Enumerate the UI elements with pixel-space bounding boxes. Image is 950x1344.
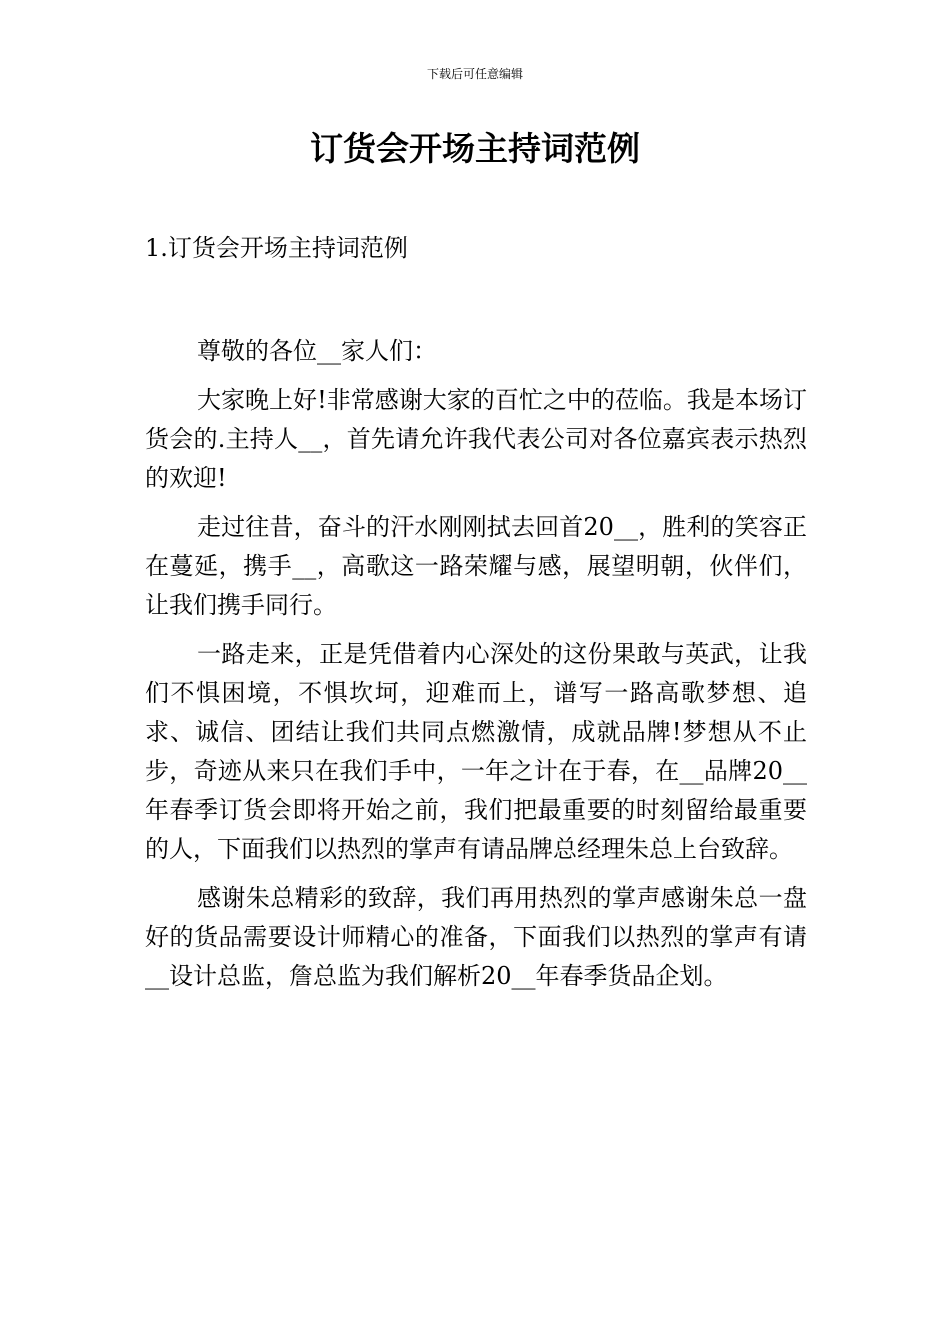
body-paragraph-1: 大家晚上好!非常感谢大家的百忙之中的莅临。我是本场订货会的.主持人__，首先请允许我代表公司对各位嘉宾表示热烈的欢迎! xyxy=(145,386,807,492)
body-paragraph-3: 一路走来，正是凭借着内心深处的这份果敢与英武，让我们不惧困境，不惧坎坷，迎难而上，谱写一路高歌梦想、追求、诚信、团结让我们共同点燃激情，成就品牌!梦想从不止步，奇迹从来只在我们手中，一年之计在于春，在__品牌20__年春季订货会即将开始之前，我们把最重要的时刻留给最重要的人，下面我们以热烈的掌声有请品牌总经理朱总上台致辞。 xyxy=(145,640,807,863)
greeting-paragraph: 尊敬的各位__家人们： xyxy=(197,337,437,365)
body-paragraph-2: 走过往昔，奋斗的汗水刚刚拭去回首20__，胜利的笑容正在蔓延，携手__，高歌这一路荣耀与感，展望明朝，伙伴们，让我们携手同行。 xyxy=(145,513,807,619)
header-note: 下载后可任意编辑 xyxy=(426,67,523,81)
section-heading: 1.订货会开场主持词范例 xyxy=(145,234,408,262)
document-body xyxy=(145,332,807,1006)
document-title: 订货会开场主持词范例 xyxy=(310,129,640,168)
body-paragraph-4: 感谢朱总精彩的致辞，我们再用热烈的掌声感谢朱总一盘好的货品需要设计师精心的准备，下面我们以热烈的掌声有请__设计总监，詹总监为我们解析20__年春季货品企划。 xyxy=(145,884,807,990)
